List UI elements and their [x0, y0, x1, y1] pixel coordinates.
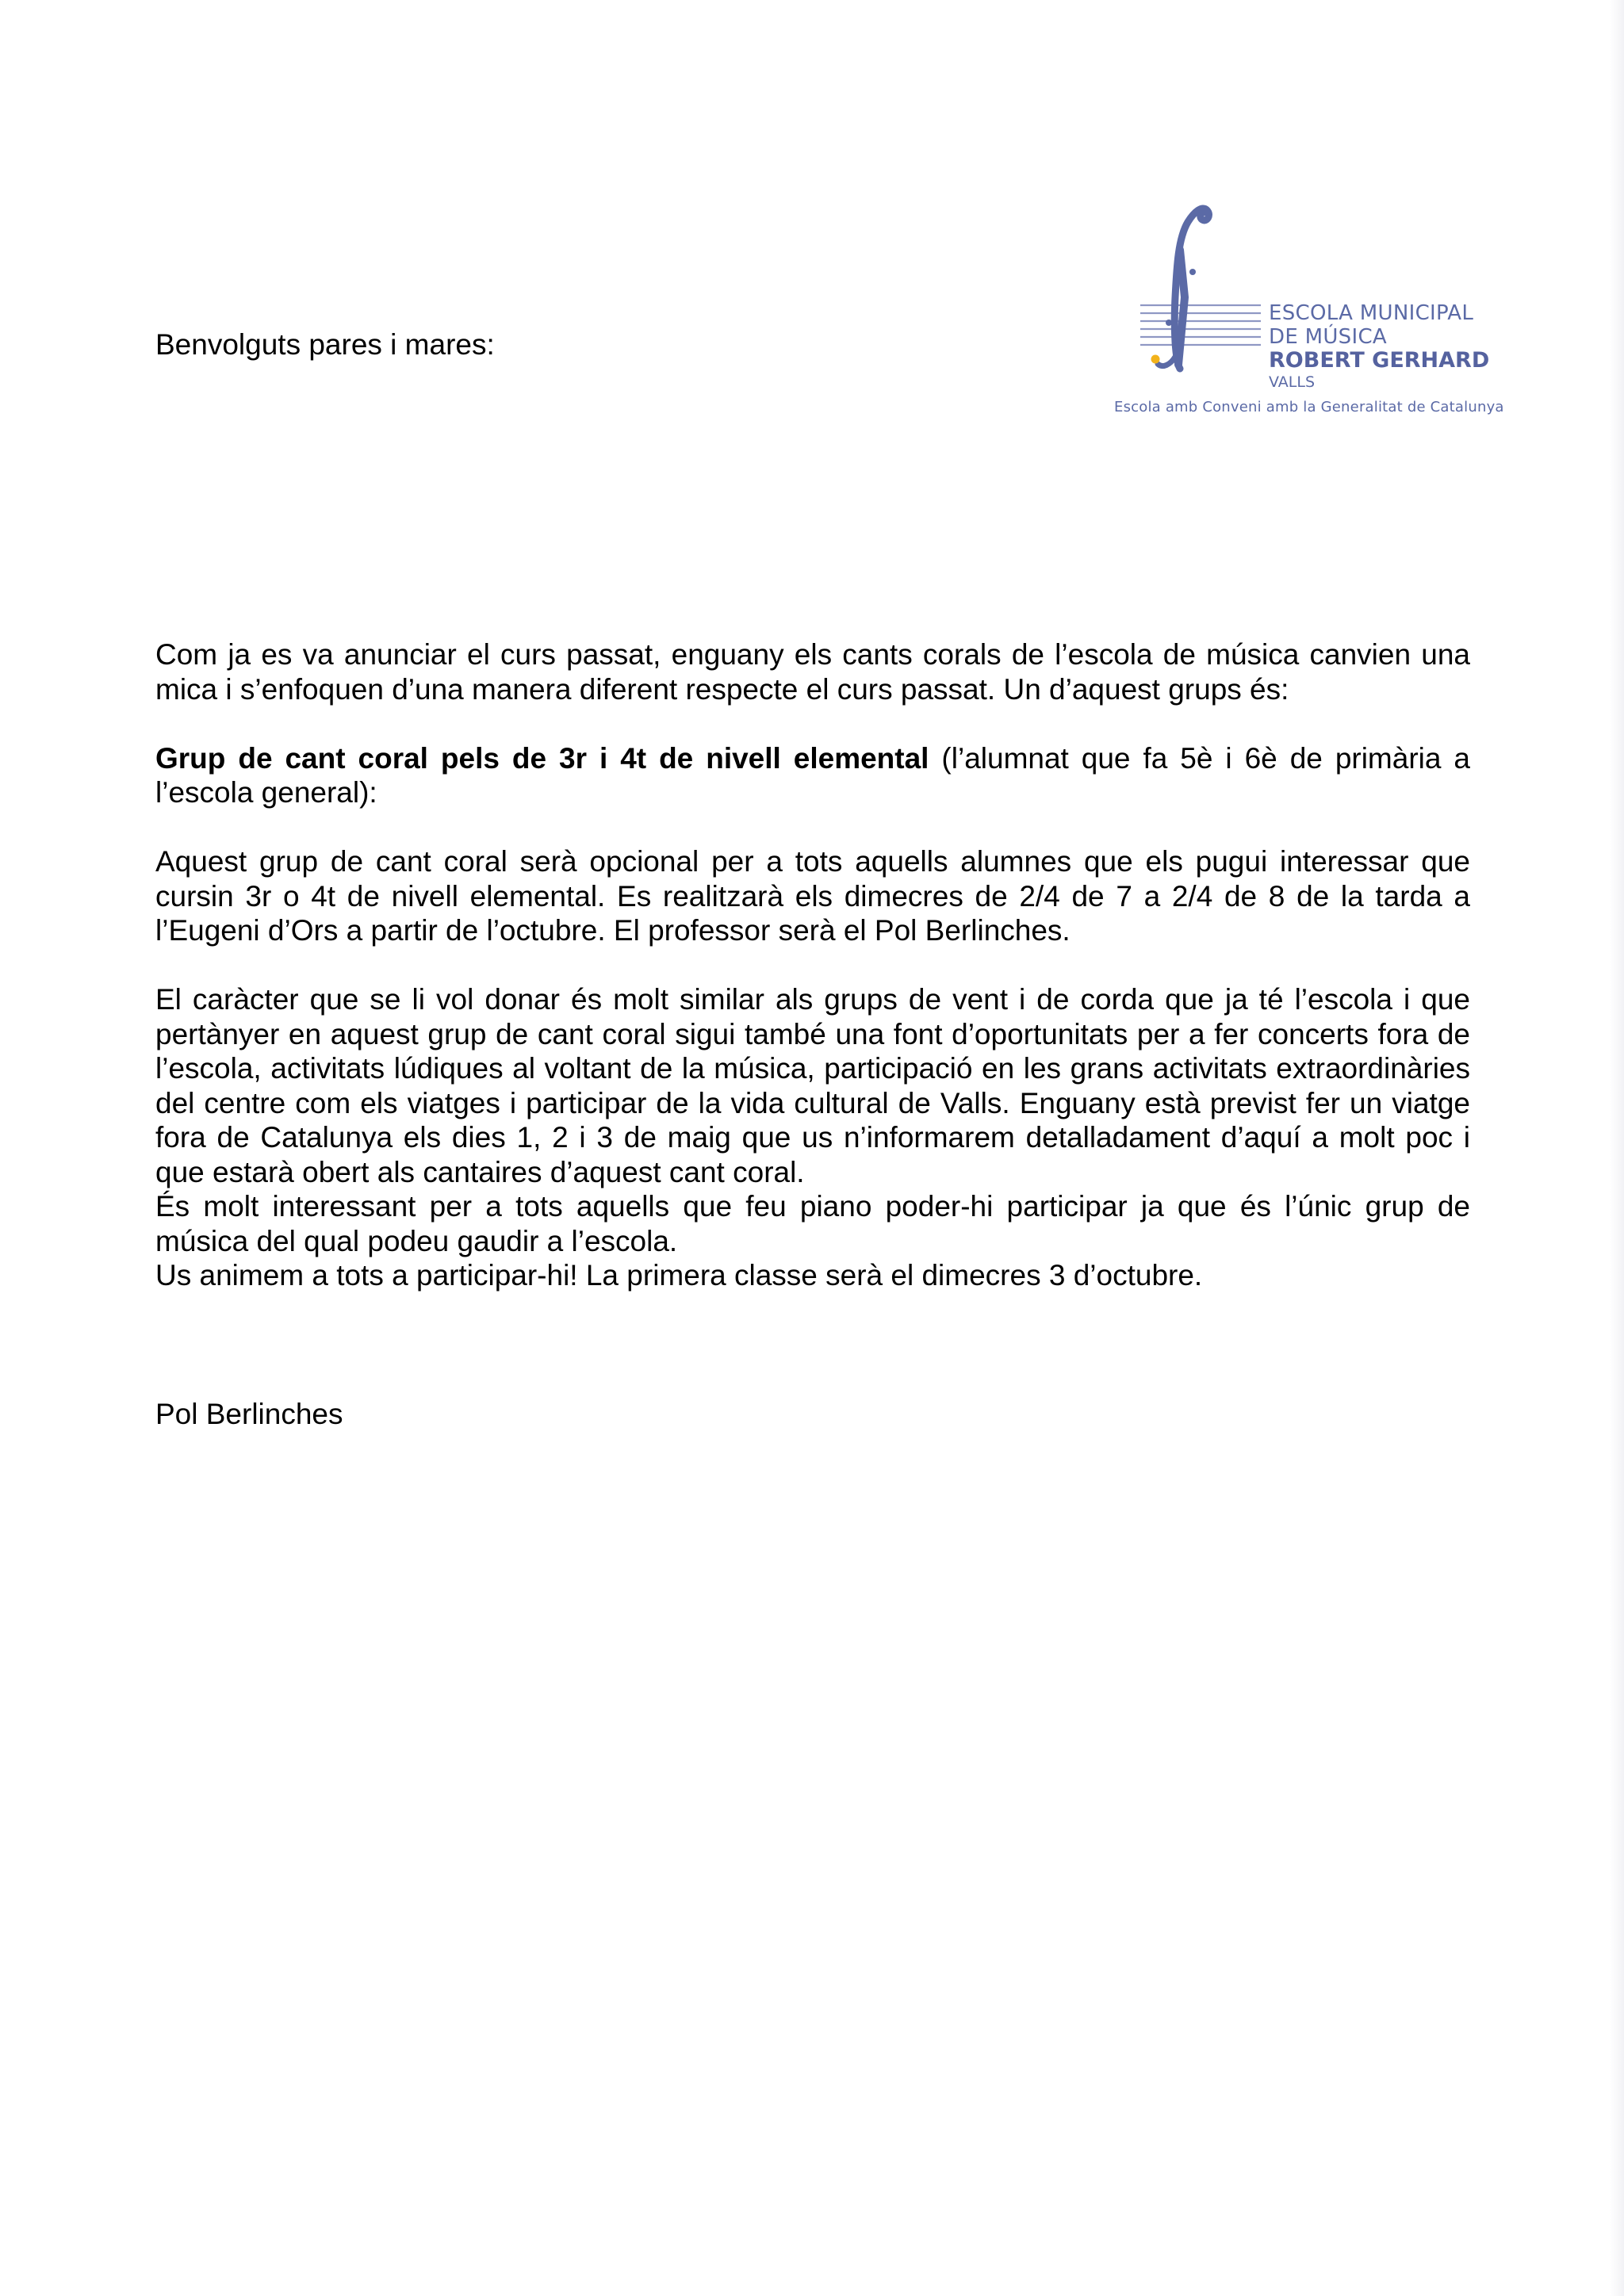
group-title: Grup de cant coral pels de 3r i 4t de nivell elemental: [155, 741, 929, 775]
letter-body: [155, 637, 1470, 1293]
paragraph-group-title: [155, 741, 1470, 810]
logo-line-valls: VALLS: [1269, 373, 1316, 391]
logo-line-de-musica: DE MÚSICA: [1269, 325, 1387, 349]
paragraph-schedule: Aquest grup de cant coral serà opcional per a tots aquells alumnes que els pugui interessar que cursin 3r o 4t de nivell elemental. Es realitzarà els dimecres de 2/4 de 7 a 2/4 de 8 de la tarda a l’Eugeni d’Ors a partir de l’octubre. El professor serà el Pol Berlinches.: [155, 845, 1470, 947]
paragraph-character: El caràcter que se li vol donar és molt similar als grups de vent i de corda que ja té l’escola i que pertànyer en aquest grup de cant coral sigui també una font d’oportunitats per a fer concerts fora de l’escola, activitats lúdiques al voltant de la música, participació en les grans activitats extraordinàries del centre com els viatges i participar de la vida cultural de Valls. Enguany està previst fer un viatge fora de Catalunya els dies 1, 2 i 3 de maig que us n’informarem detalladament d’aquí a molt poc i que estarà obert als cantaires d’aquest cant coral.: [155, 983, 1470, 1188]
violin-f-hole-icon: [1110, 202, 1269, 385]
letter-signature: Pol Berlinches: [155, 1398, 343, 1430]
letter-greeting: Benvolguts pares i mares:: [155, 328, 495, 361]
group-title-note: (l’alumnat que fa 5è i 6è de primària a l’escola general):: [155, 741, 1470, 809]
logo-line-escola-municipal: ESCOLA MUNICIPAL: [1269, 301, 1474, 325]
paragraph-invitation: Us animem a tots a participar-hi! La primera classe serà el dimecres 3 d’octubre.: [155, 1259, 1203, 1292]
paragraph-piano: És molt interessant per a tots aquells que feu piano poder-hi participar ja que és l’únic grup de música del qual podeu gaudir a l’escola.: [155, 1190, 1470, 1257]
school-logo: [1110, 202, 1522, 424]
logo-line-robert-gerhard: ROBERT GERHARD: [1269, 348, 1490, 373]
page-edge-shadow: [1610, 0, 1624, 2296]
school-name: [1269, 301, 1489, 390]
logo-tagline: Escola amb Conveni amb la Generalitat de Catalunya: [1114, 399, 1504, 415]
paragraph-intro: Com ja es va anunciar el curs passat, enguany els cants corals de l’escola de música canvien una mica i s’enfoquen d’una manera diferent respecte el curs passat. Un d’aquest grups és:: [155, 638, 1470, 706]
